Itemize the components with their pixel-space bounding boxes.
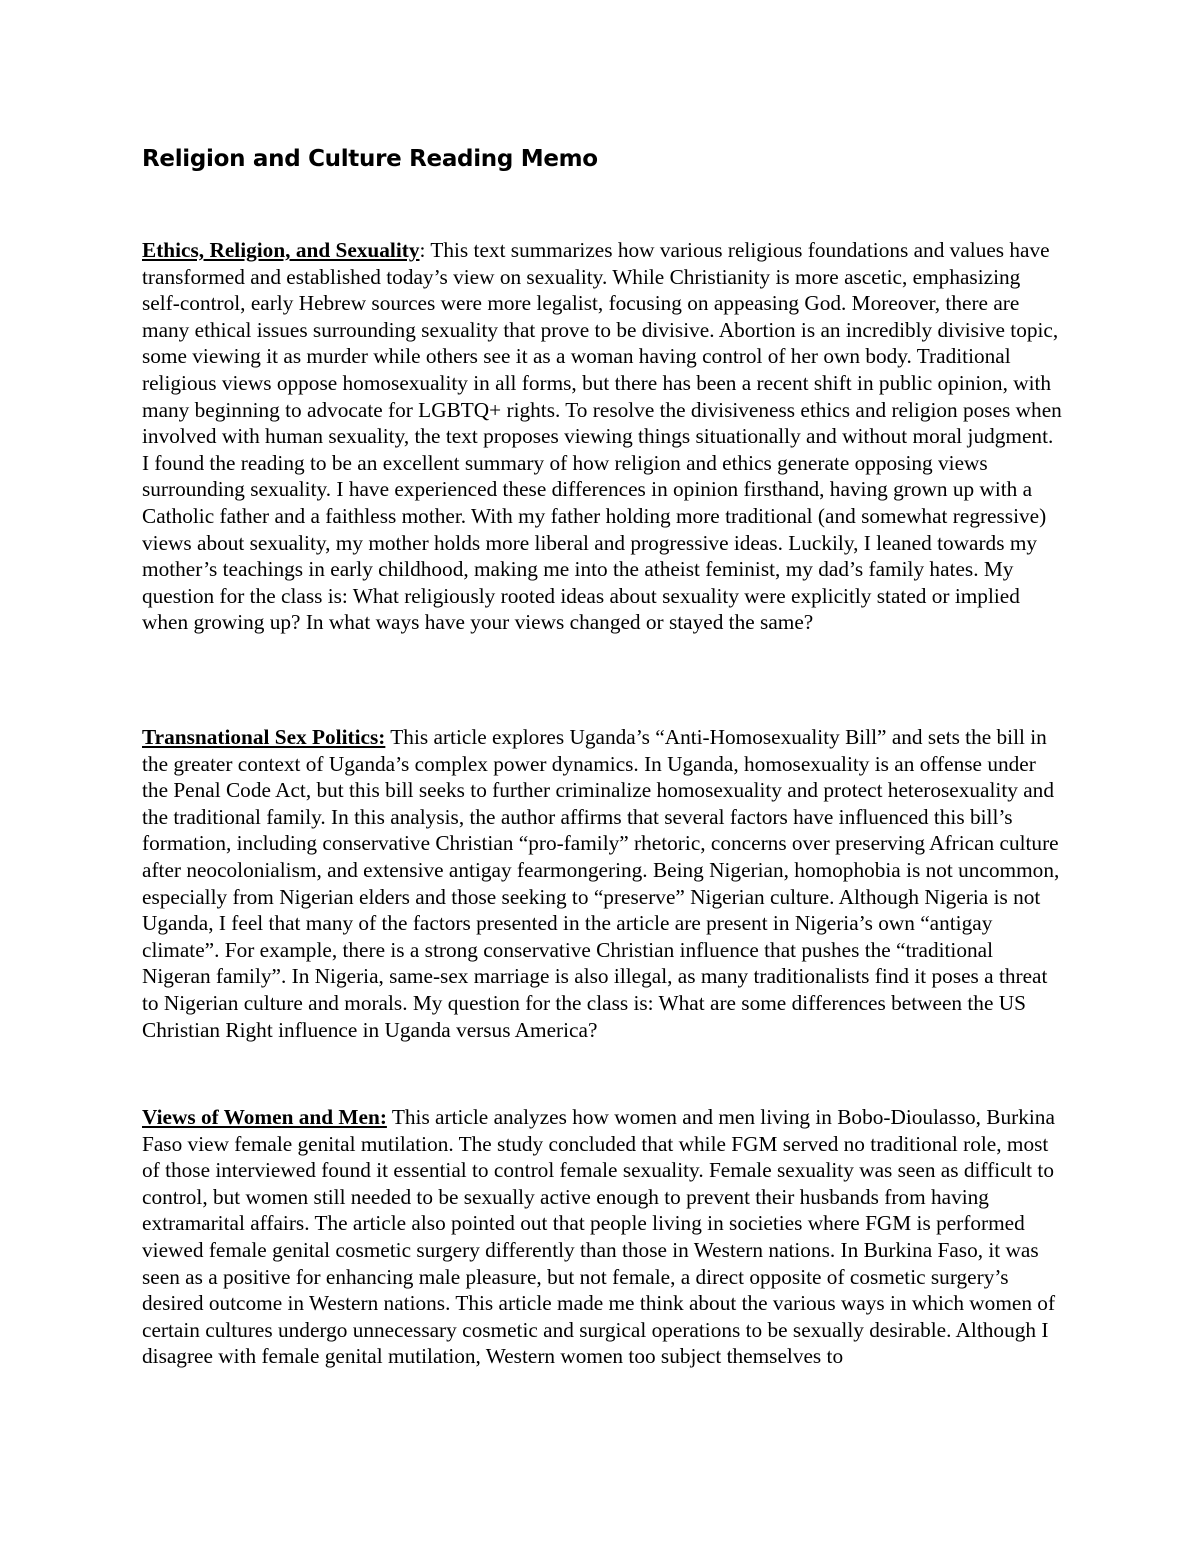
section-heading: Ethics, Religion, and Sexuality — [142, 238, 420, 262]
section-heading: Transnational Sex Politics: — [142, 725, 386, 749]
memo-section-ethics-religion-sexuality — [142, 237, 1062, 636]
section-body: This article analyzes how women and men living in Bobo-Dioulasso, Burkina Faso view female genital mutilation. The study concluded that while FGM served no traditional role, most of those interviewed found it essential to control female sexuality. Female sexuality was seen as difficult to control, but women still needed to be sexually active enough to prevent their husbands from having extramarital affairs. The article also pointed out that people living in societies where FGM is performed viewed female genital cosmetic surgery differently than those in Western nations. In Burkina Faso, it was seen as a positive for enhancing male pleasure, but not female, a direct opposite of cosmetic surgery’s desired outcome in Western nations. This article made me think about the various ways in which women of certain cultures undergo unnecessary cosmetic and surgical operations to be sexually desirable. Although I disagree with female genital mutilation, Western women too subject themselves to — [142, 1105, 1056, 1369]
section-body: This text summarizes how various religious foundations and values have transformed and established today’s view on sexuality. While Christianity is more ascetic, emphasizing self-control, early Hebrew sources were more legalist, focusing on appeasing God. Moreover, there are many ethical issues surrounding sexuality that prove to be divisive. Abortion is an incredibly divisive topic, some viewing it as murder while others see it as a woman having control of her own body. Traditional religious views oppose homosexuality in all forms, but there has been a recent shift in public opinion, with many beginning to advocate for LGBTQ+ rights. To resolve the divisiveness ethics and religion poses when involved with human sexuality, the text proposes viewing things situationally and without moral judgment. I found the reading to be an excellent summary of how religion and ethics generate opposing views surrounding sexuality. I have experienced these differences in opinion firsthand, having grown up with a Catholic father and a faithless mother. With my father holding more traditional (and somewhat regressive) views about sexuality, my mother holds more liberal and progressive ideas. Luckily, I leaned towards my mother’s teachings in early childhood, making me into the atheist feminist, my dad’s family hates. My question for the class is: What religiously rooted ideas about sexuality were explicitly stated or implied when growing up? In what ways have your views changed or stayed the same? — [142, 238, 1062, 635]
memo-section-transnational-sex-politics — [142, 724, 1062, 1043]
section-heading: Views of Women and Men: — [142, 1105, 387, 1129]
section-heading-separator: : — [419, 238, 431, 262]
section-body: This article explores Uganda’s “Anti-Homosexuality Bill” and sets the bill in the greater context of Uganda’s complex power dynamics. In Uganda, homosexuality is an offense under the Penal Code Act, but this bill seeks to further criminalize homosexuality and protect heterosexuality and the traditional family. In this analysis, the author affirms that several factors have influenced this bill’s formation, including conservative Christian “pro-family” rhetoric, concerns over preserving African culture after neocolonialism, and extensive antigay fearmongering. Being Nigerian, homophobia is not uncommon, especially from Nigerian elders and those seeking to “preserve” Nigerian culture. Although Nigeria is not Uganda, I feel that many of the factors presented in the article are present in Nigeria’s own “antigay climate”. For example, there is a strong conservative Christian influence that pushes the “traditional Nigeran family”. In Nigeria, same-sex marriage is also illegal, as many traditionalists find it poses a threat to Nigerian culture and morals. My question for the class is: What are some differences between the US Christian Right influence in Uganda versus America? — [142, 725, 1060, 1042]
document-title: Religion and Culture Reading Memo — [142, 146, 598, 172]
memo-section-views-of-women-and-men — [142, 1104, 1062, 1370]
